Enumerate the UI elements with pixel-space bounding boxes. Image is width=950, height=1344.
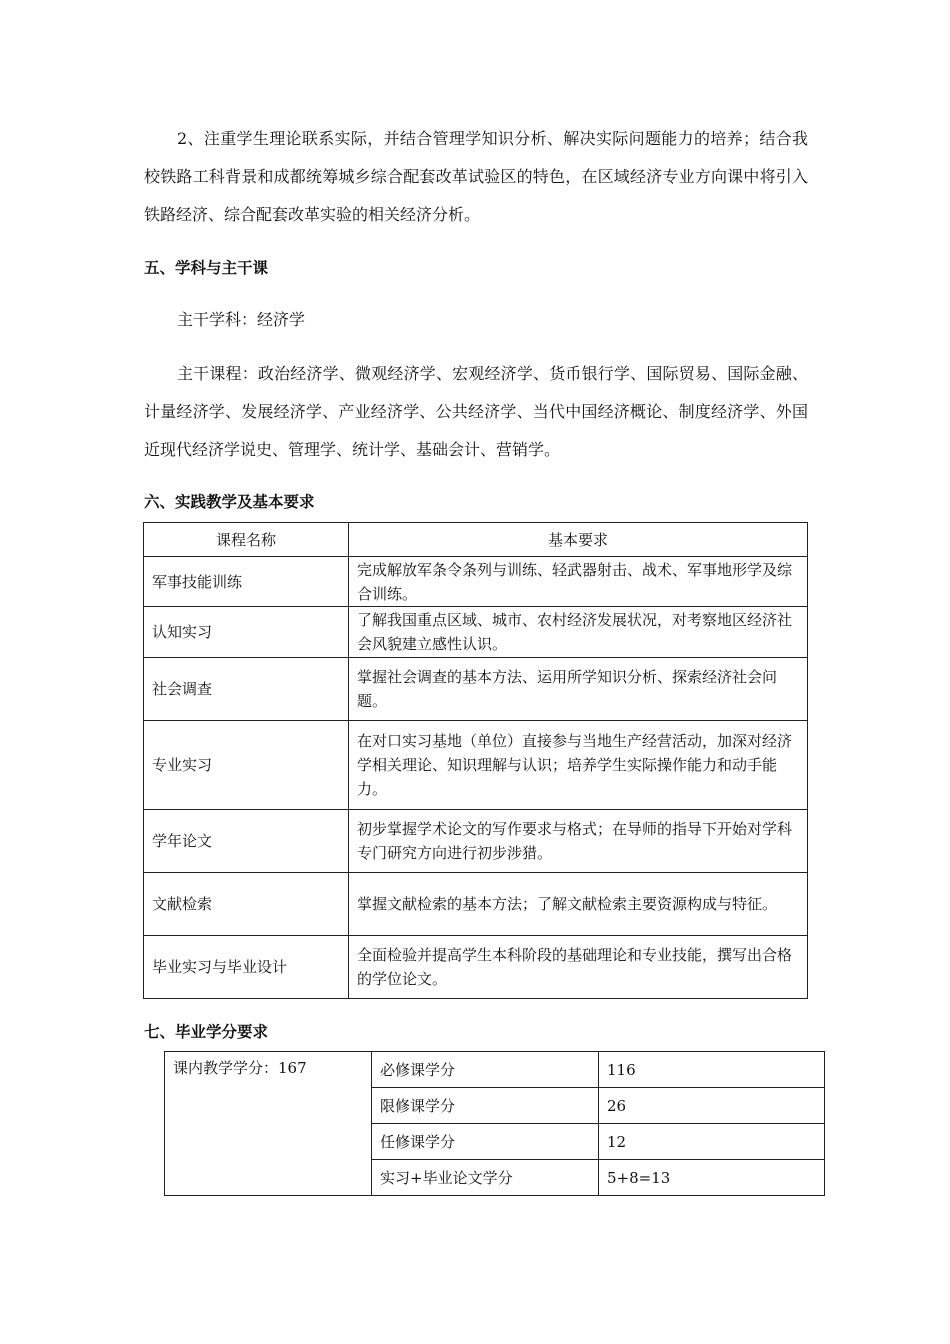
course-requirement: 初步掌握学术论文的写作要求与格式；在导师的指导下开始对学科专门研究方向进行初步涉猎。 (349, 810, 808, 873)
course-requirement: 掌握文献检索的基本方法；了解文献检索主要资源构成与特征。 (349, 873, 808, 936)
header-course-name: 课程名称 (144, 523, 349, 557)
graduation-credit-table (164, 1051, 825, 1196)
course-name: 学年论文 (144, 810, 349, 873)
table-row (144, 936, 808, 999)
course-requirement: 掌握社会调查的基本方法、运用所学知识分析、探索经济社会问题。 (349, 658, 808, 721)
course-name: 认知实习 (144, 607, 349, 658)
course-requirement: 了解我国重点区域、城市、农村经济发展状况，对考察地区经济社会风貌建立感性认识。 (349, 607, 808, 658)
course-name: 文献检索 (144, 873, 349, 936)
section-5-heading: 五、学科与主干课 (144, 259, 269, 277)
credit-value: 5+8=13 (599, 1160, 825, 1196)
credit-value: 12 (599, 1124, 825, 1160)
credit-label: 限修课学分 (372, 1088, 599, 1124)
section-7-heading: 七、毕业学分要求 (144, 1023, 269, 1041)
course-name: 毕业实习与毕业设计 (144, 936, 349, 999)
table-header-row (144, 523, 808, 557)
table-row (165, 1052, 825, 1088)
section-6-heading: 六、实践教学及基本要求 (144, 493, 315, 511)
in-class-credits: 课内教学学分：167 (165, 1052, 372, 1196)
main-courses-paragraph: 主干课程：政治经济学、微观经济学、宏观经济学、货币银行学、国际贸易、国际金融、计量经济学、发展经济学、产业经济学、公共经济学、当代中国经济概论、制度经济学、外国近现代经济学说史、管理学、统计学、基础会计、营销学。 (144, 364, 808, 459)
course-name: 社会调查 (144, 658, 349, 721)
credit-label: 任修课学分 (372, 1124, 599, 1160)
course-name: 军事技能训练 (144, 557, 349, 607)
header-requirement: 基本要求 (349, 523, 808, 557)
course-requirement: 全面检验并提高学生本科阶段的基础理论和专业技能，撰写出合格的学位论文。 (349, 936, 808, 999)
main-discipline: 主干学科：经济学 (177, 310, 306, 329)
credit-value: 26 (599, 1088, 825, 1124)
table-row (144, 607, 808, 658)
table-row (144, 557, 808, 607)
course-requirement: 完成解放军条令条列与训练、轻武器射击、战术、军事地形学及综合训练。 (349, 557, 808, 607)
table-row (144, 658, 808, 721)
table-row (144, 810, 808, 873)
credit-value: 116 (599, 1052, 825, 1088)
table-row (144, 873, 808, 936)
credit-label: 实习+毕业论文学分 (372, 1160, 599, 1196)
course-requirement: 在对口实习基地（单位）直接参与当地生产经营活动，加深对经济学相关理论、知识理解与认识；培养学生实际操作能力和动手能力。 (349, 721, 808, 810)
practice-teaching-table (143, 522, 808, 999)
credit-label: 必修课学分 (372, 1052, 599, 1088)
intro-paragraph: 2、注重学生理论联系实际，并结合管理学知识分析、解决实际问题能力的培养；结合我校铁路工科背景和成都统筹城乡综合配套改革试验区的特色，在区域经济专业方向课中将引入铁路经济、综合配套改革实验的相关经济分析。 (144, 129, 808, 224)
course-name: 专业实习 (144, 721, 349, 810)
table-row (144, 721, 808, 810)
